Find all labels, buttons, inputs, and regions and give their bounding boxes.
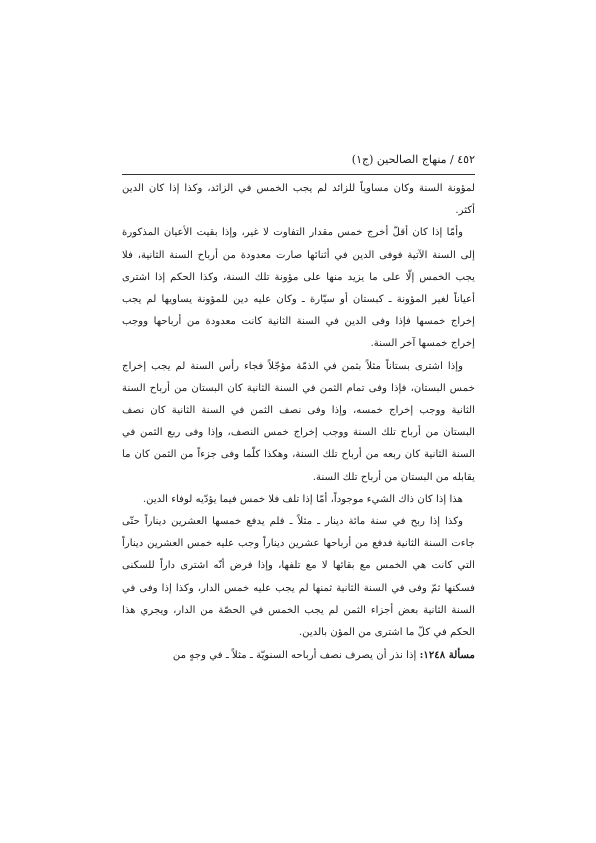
page-body (122, 178, 475, 667)
paragraph: هذا إذا كان ذاك الشيء موجوداً، أمّا إذا تلف فلا خمس فيما يؤدّيه لوفاء الدين. (142, 493, 463, 505)
paragraph: وإذا اشترى بستاناً مثلاً بثمن في الذمّة مؤجّلاً فجاء رأس السنة لم يجب إخراج خمس البستان، فإذا وفى تمام الثمن في السنة الثانية كان البستان من أرباح السنة الثانية ووجب إخراج خمسه، وإذا وفى نصف الثمن في السنة الثانية كان نصف البستان من أرباح تلك السنة ووجب إخراج خمس النصف، وإذا وفى ربع الثمن في السنة الثانية كان ربعه من أرباح تلك السنة، وهكذا كلّما وفى جزءاً من الثمن كان ما يقابله من البستان من أرباح تلك السنة. (122, 360, 475, 483)
issue-text: إذا نذر أن يصرف نصف أرباحه السنويّة ـ مثلاً ـ في وجهٍ من (172, 650, 420, 662)
paragraph: وأمّا إذا كان أقلّ أخرج خمس مقدار التفاوت لا غير، وإذا بقيت الأعيان المذكورة إلى السنة الآتية فوفى الدين في أثنائها صارت معدودة من أرباح السنة الثانية، فلا يجب الخمس إلّا على ما يزيد منها على مؤونة تلك السنة، وكذا الحكم إذا اشترى أعياناً لغير المؤونة ـ كبستان أو سيّارة ـ وكان عليه دين للمؤونة يساويها لم يجب إخراج خمسها فإذا وفى الدين في السنة الثانية كانت معدودة من أرباحها ووجب إخراج خمسها آخر السنة. (122, 227, 475, 350)
running-header (122, 152, 475, 175)
paragraph: وكذا إذا ربح في سنة مائة دينار ـ مثلاً ـ فلم يدفع خمسها العشرين ديناراً حتّى جاءت السنة الثانية فدفع من أرباحها عشرين ديناراً وجب عليه خمس العشرين ديناراً التي كانت هي الخمس مع بقائها لا مع تلفها، وإذا فرض أنّه اشترى داراً للسكنى فسكنها ثمّ وفى في السنة الثانية ثمنها لم يجب عليه خمس الدار، وكذا إذا وفى في السنة الثانية بعض أجزاء الثمن لم يجب الخمس في الحصّة من الدار، ويجري هذا الحكم في كلّ ما اشترى من المؤن بالدين. (122, 516, 475, 639)
issue-label: مسألة ١٢٤٨: (419, 649, 475, 662)
issue-paragraph (122, 644, 475, 667)
paragraph-continuation: لمؤونة السنة وكان مساوياً للزائد لم يجب الخمس في الزائد، وكذا إذا كان الدين أكثر. (122, 183, 475, 217)
page-number-and-book-title: ٤٥٢ / منهاج الصالحين (ج١) (351, 153, 475, 166)
